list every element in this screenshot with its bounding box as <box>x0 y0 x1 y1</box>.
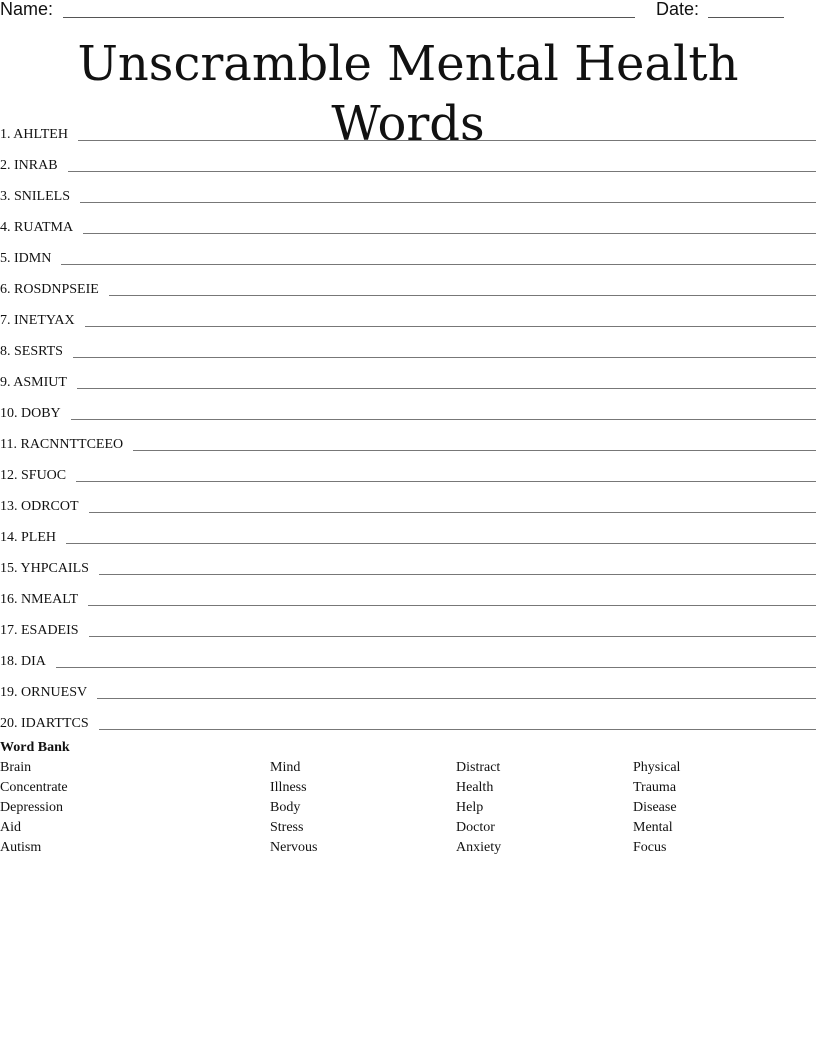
question-row <box>0 391 816 422</box>
scrambled-word: 19. ORNUESV <box>0 685 88 700</box>
answer-line <box>99 728 816 730</box>
answer-line <box>80 201 816 203</box>
question-row <box>0 546 816 577</box>
word-bank-item: Aid <box>0 820 21 835</box>
word-bank-item: Doctor <box>456 820 495 835</box>
word-bank-item: Trauma <box>633 780 677 795</box>
question-row <box>0 453 816 484</box>
scrambled-word: 18. DIA <box>0 654 46 669</box>
word-bank-item: Mental <box>633 820 673 835</box>
answer-line <box>56 666 816 668</box>
date-label: Date: <box>656 0 700 19</box>
question-row <box>0 267 816 298</box>
answer-line <box>61 263 816 265</box>
word-bank-title: Word Bank <box>0 740 70 755</box>
scrambled-word: 15. YHPCAILS <box>0 561 89 576</box>
word-bank-column <box>456 759 501 859</box>
word-bank-item: Physical <box>633 760 681 775</box>
word-bank-column <box>0 759 68 859</box>
word-bank-item: Stress <box>270 820 304 835</box>
answer-line <box>97 697 816 699</box>
word-bank-item: Autism <box>0 840 42 855</box>
scrambled-word: 17. ESADEIS <box>0 623 79 638</box>
answer-line <box>109 294 816 296</box>
scrambled-word: 9. ASMIUT <box>0 375 67 390</box>
scrambled-word: 5. IDMN <box>0 251 52 266</box>
question-row <box>0 143 816 174</box>
word-bank-item: Mind <box>270 760 301 775</box>
answer-line <box>88 604 816 606</box>
question-row <box>0 484 816 515</box>
scrambled-word: 20. IDARTTCS <box>0 716 89 731</box>
answer-line <box>89 635 816 637</box>
answer-line <box>76 480 816 482</box>
answer-line <box>66 542 816 544</box>
scrambled-word: 14. PLEH <box>0 530 56 545</box>
scrambled-word: 4. RUATMA <box>0 220 74 235</box>
scrambled-word: 16. NMEALT <box>0 592 79 607</box>
word-bank-item: Concentrate <box>0 780 68 795</box>
answer-line <box>99 573 816 575</box>
scrambled-word: 6. ROSDNPSEIE <box>0 282 99 297</box>
word-bank-grid <box>0 759 816 859</box>
page-title: Unscramble Mental Health Words <box>77 36 739 152</box>
scrambled-word: 1. AHLTEH <box>0 127 68 142</box>
question-row <box>0 670 816 701</box>
worksheet-header <box>0 0 816 22</box>
scrambled-word: 2. INRAB <box>0 158 58 173</box>
answer-line <box>71 418 816 420</box>
answer-line <box>78 139 816 141</box>
scrambled-word: 13. ODRCOT <box>0 499 79 514</box>
question-row <box>0 329 816 360</box>
scrambled-word: 7. INETYAX <box>0 313 75 328</box>
answer-line <box>133 449 816 451</box>
word-bank-item: Body <box>270 800 301 815</box>
question-row <box>0 236 816 267</box>
question-row <box>0 360 816 391</box>
date-answer-line <box>708 17 784 18</box>
word-bank-column <box>633 759 680 859</box>
word-bank <box>0 739 816 859</box>
question-row <box>0 174 816 205</box>
question-row <box>0 577 816 608</box>
scrambled-word: 3. SNILELS <box>0 189 70 204</box>
answer-line <box>89 511 816 513</box>
word-bank-item: Help <box>456 800 484 815</box>
question-row <box>0 298 816 329</box>
word-bank-item: Disease <box>633 800 677 815</box>
answer-line <box>77 387 816 389</box>
word-bank-item: Nervous <box>270 840 318 855</box>
word-bank-item: Anxiety <box>456 840 502 855</box>
answer-line <box>85 325 816 327</box>
answer-line <box>68 170 816 172</box>
question-list <box>0 112 816 732</box>
scrambled-word: 10. DOBY <box>0 406 61 421</box>
answer-line <box>83 232 816 234</box>
word-bank-item: Brain <box>0 760 32 775</box>
scrambled-word: 11. RACNNTTCEEO <box>0 437 124 452</box>
word-bank-item: Focus <box>633 840 667 855</box>
word-bank-item: Health <box>456 780 494 795</box>
name-answer-line <box>63 17 635 18</box>
name-label: Name: <box>0 0 54 19</box>
question-row <box>0 205 816 236</box>
question-row <box>0 422 816 453</box>
scrambled-word: 12. SFUOC <box>0 468 67 483</box>
answer-line <box>73 356 816 358</box>
scrambled-word: 8. SESRTS <box>0 344 63 359</box>
question-row <box>0 701 816 732</box>
question-row <box>0 639 816 670</box>
question-row <box>0 608 816 639</box>
word-bank-item: Depression <box>0 800 63 815</box>
question-row <box>0 515 816 546</box>
word-bank-item: Illness <box>270 780 307 795</box>
question-row <box>0 112 816 143</box>
word-bank-column <box>270 759 317 859</box>
word-bank-item: Distract <box>456 760 501 775</box>
